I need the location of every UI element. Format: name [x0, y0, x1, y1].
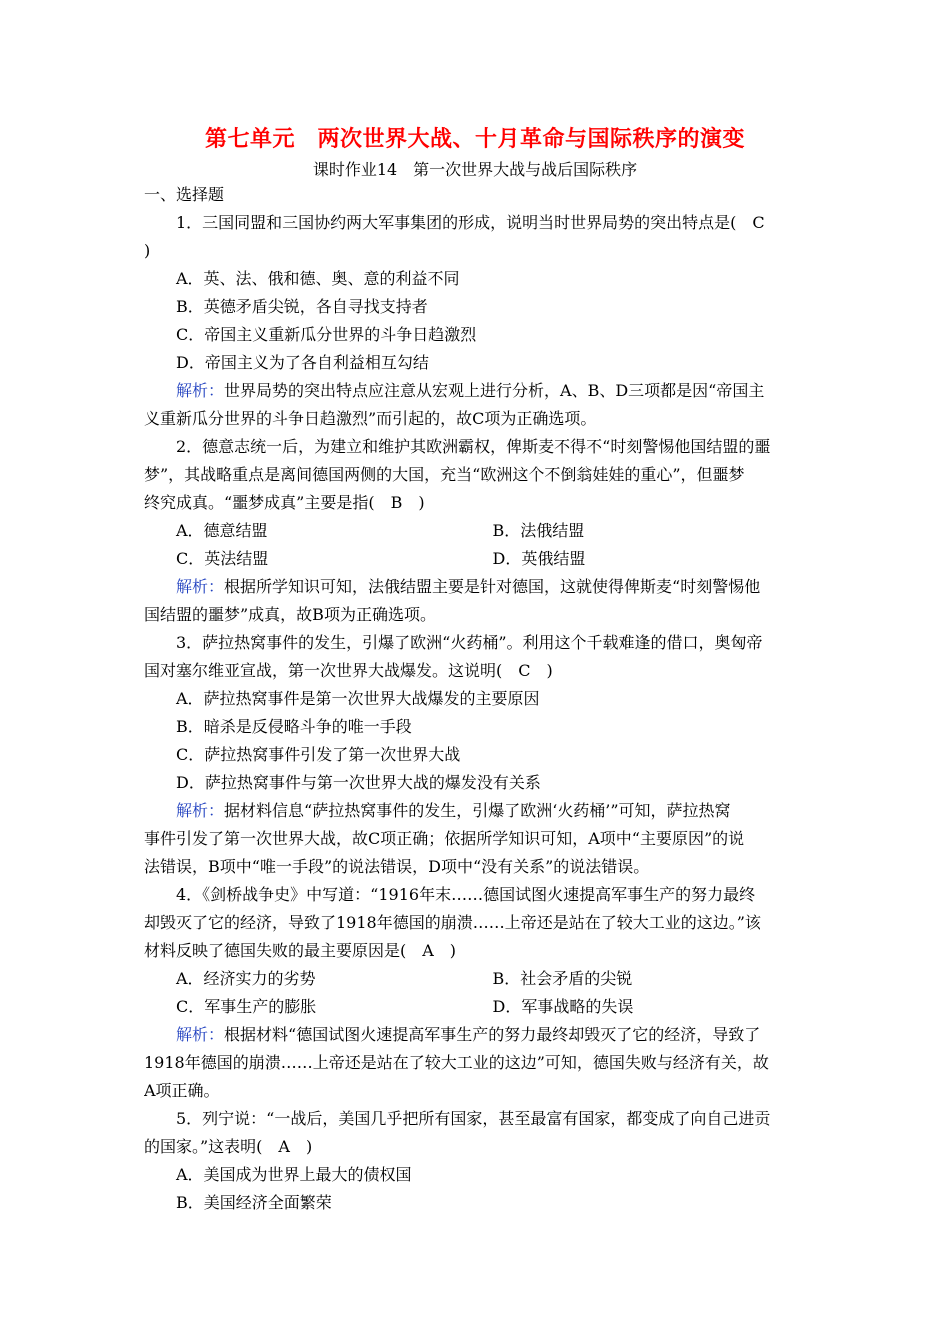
- q3-analysis-line3: 法错误，B项中“唯一手段”的说法错误，D项中“没有关系”的说法错误。: [144, 857, 650, 876]
- analysis-label: 解析：: [176, 577, 225, 596]
- analysis-label: 解析：: [176, 1025, 225, 1044]
- question-content: [144, 181, 809, 1217]
- q4-analysis-text: 根据材料“德国试图火速提高军事生产的努力最终却毁灭了它的经济，导致了: [224, 1025, 761, 1044]
- q1-analysis-text: 世界局势的突出特点应注意从宏观上进行分析，A、B、D三项都是因“帝国主: [224, 381, 765, 400]
- q5-option-a: A．美国成为世界上最大的债权国: [176, 1165, 412, 1184]
- q1-stem-line2: ): [144, 241, 151, 260]
- q2-analysis-line1: [144, 573, 809, 601]
- analysis-label: 解析：: [176, 801, 225, 820]
- q1-option-a: A．英、法、俄和德、奥、意的利益不同: [176, 269, 460, 288]
- q4-option-a: A．经济实力的劣势: [176, 969, 316, 988]
- q1-analysis-line1: [144, 377, 809, 405]
- section-heading: 一、选择题: [144, 185, 225, 204]
- q2-stem-line3: 终究成真。“噩梦成真”主要是指( B ): [144, 493, 425, 512]
- q2-options-row1: [144, 517, 809, 545]
- q1-analysis-line2: 义重新瓜分世界的斗争日趋激烈”而引起的，故C项为正确选项。: [144, 409, 597, 428]
- q4-analysis-line2: 1918年德国的崩溃……上帝还是站在了较大工业的这边”可知，德国失败与经济有关，故: [144, 1053, 769, 1072]
- q2-analysis-text: 根据所学知识可知，法俄结盟主要是针对德国，这就使得俾斯麦“时刻警惕他: [224, 577, 761, 596]
- q3-option-d: D．萨拉热窝事件与第一次世界大战的爆发没有关系: [176, 773, 541, 792]
- q2-option-c: C．英法结盟: [176, 549, 269, 568]
- q3-stem-line2: 国对塞尔维亚宣战，第一次世界大战爆发。这说明( C ): [144, 661, 553, 680]
- q3-analysis-line1: [144, 797, 809, 825]
- q5-stem-line1: 5．列宁说：“一战后，美国几乎把所有国家，甚至最富有国家，都变成了向自己进贡: [176, 1109, 771, 1128]
- q4-options-row1: [144, 965, 809, 993]
- q1-stem-line1: 1．三国同盟和三国协约两大军事集团的形成，说明当时世界局势的突出特点是( C: [176, 213, 765, 232]
- q5-stem-line2: 的国家。”这表明( A ): [144, 1137, 313, 1156]
- q1-option-b: B．英德矛盾尖锐，各自寻找支持者: [176, 297, 428, 316]
- q4-option-b: B．社会矛盾的尖锐: [492, 969, 633, 988]
- q4-stem-line3: 材料反映了德国失败的最主要原因是( A ): [144, 941, 457, 960]
- q5-option-b: B．美国经济全面繁荣: [176, 1193, 332, 1212]
- q3-option-c: C．萨拉热窝事件引发了第一次世界大战: [176, 745, 461, 764]
- q3-analysis-line2: 事件引发了第一次世界大战，故C项正确；依据所学知识可知，A项中“主要原因”的说: [144, 829, 745, 848]
- q2-option-a: A．德意结盟: [176, 521, 268, 540]
- q2-stem-line1: 2．德意志统一后，为建立和维护其欧洲霸权，俾斯麦不得不“时刻警惕他国结盟的噩: [176, 437, 771, 456]
- q4-stem-line2: 却毁灭了它的经济，导致了1918年德国的崩溃……上帝还是站在了较大工业的这边。”该: [144, 913, 761, 932]
- analysis-label: 解析：: [176, 381, 225, 400]
- q2-analysis-line2: 国结盟的噩梦”成真，故B项为正确选项。: [144, 605, 436, 624]
- q3-analysis-text: 据材料信息“萨拉热窝事件的发生，引爆了欧洲‘火药桶’”可知，萨拉热窝: [224, 801, 731, 820]
- q2-option-d: D．英俄结盟: [492, 549, 586, 568]
- q4-option-c: C．军事生产的膨胀: [176, 997, 317, 1016]
- q4-stem-line1: 4．《剑桥战争史》中写道：“1916年末……德国试图火速提高军事生产的努力最终: [176, 885, 756, 904]
- q4-analysis-line3: A项正确。: [144, 1081, 220, 1100]
- q3-option-a: A．萨拉热窝事件是第一次世界大战爆发的主要原因: [176, 689, 540, 708]
- lesson-title: 课时作业14 第一次世界大战与战后国际秩序: [312, 160, 638, 179]
- q4-options-row2: [144, 993, 809, 1021]
- q3-stem-line1: 3．萨拉热窝事件的发生，引爆了欧洲“火药桶”。利用这个千载难逢的借口，奥匈帝: [176, 633, 763, 652]
- q2-stem-line2: 梦”，其战略重点是离间德国两侧的大国，充当“欧洲这个不倒翁娃娃的重心”，但噩梦: [144, 465, 745, 484]
- q2-option-b: B．法俄结盟: [492, 521, 585, 540]
- q4-option-d: D．军事战略的失误: [492, 997, 634, 1016]
- q1-option-d: D．帝国主义为了各自利益相互勾结: [176, 353, 429, 372]
- unit-title: 第七单元 两次世界大战、十月革命与国际秩序的演变: [204, 127, 745, 152]
- q1-option-c: C．帝国主义重新瓜分世界的斗争日趋激烈: [176, 325, 477, 344]
- q3-option-b: B．暗杀是反侵略斗争的唯一手段: [176, 717, 412, 736]
- q4-analysis-line1: [144, 1021, 809, 1049]
- q2-options-row2: [144, 545, 809, 573]
